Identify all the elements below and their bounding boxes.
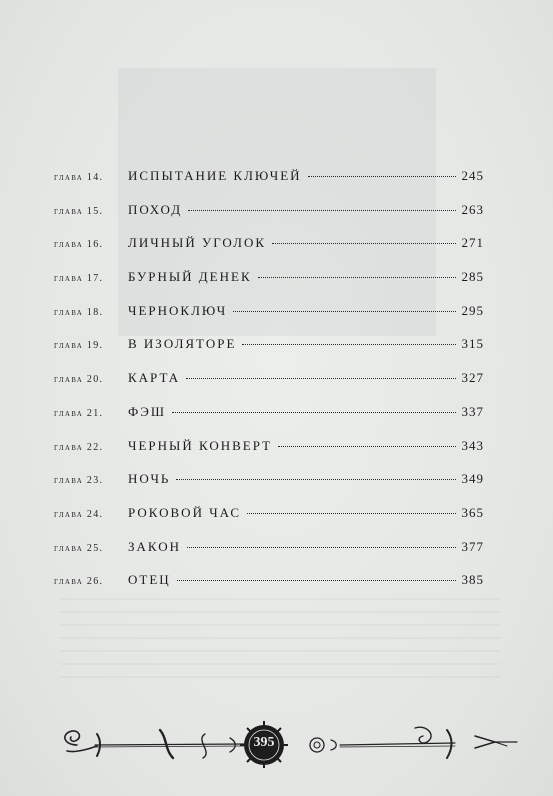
dot-leader xyxy=(272,242,455,244)
chapter-number: глава 20. xyxy=(54,374,104,386)
page-number: 395 xyxy=(253,735,275,750)
toc-entry xyxy=(54,235,484,269)
key-ornament-icon xyxy=(55,718,520,768)
bleed-through-text xyxy=(60,598,500,678)
toc-entry xyxy=(54,572,484,606)
chapter-number: глава 22. xyxy=(54,441,104,453)
dot-leader xyxy=(247,512,455,514)
chapter-title: ЧЕРНЫЙ КОНВЕРТ xyxy=(128,437,273,453)
dot-leader xyxy=(258,276,456,278)
dot-leader xyxy=(177,579,456,581)
toc-entry xyxy=(54,438,484,472)
chapter-title: КАРТА xyxy=(128,370,181,386)
chapter-title: НОЧЬ xyxy=(128,471,171,487)
dot-leader xyxy=(278,445,455,447)
toc-entry xyxy=(54,471,484,505)
chapter-number: глава 17. xyxy=(54,273,104,285)
chapter-page-number: 295 xyxy=(461,302,484,318)
dot-leader xyxy=(176,478,455,480)
dot-leader xyxy=(242,343,455,345)
table-of-contents xyxy=(54,168,484,606)
dot-leader xyxy=(186,377,455,379)
chapter-number: глава 16. xyxy=(54,239,104,251)
chapter-number: глава 21. xyxy=(54,407,104,419)
dot-leader xyxy=(188,209,455,211)
chapter-title: ЗАКОН xyxy=(128,538,182,554)
chapter-page-number: 377 xyxy=(461,538,484,554)
dot-leader xyxy=(233,310,455,312)
chapter-number: глава 15. xyxy=(54,205,104,217)
chapter-page-number: 263 xyxy=(461,201,484,217)
chapter-page-number: 315 xyxy=(461,336,484,352)
chapter-title: ФЭШ xyxy=(128,403,166,419)
chapter-number: глава 14. xyxy=(54,172,104,183)
chapter-page-number: 343 xyxy=(461,437,484,453)
dot-leader xyxy=(187,546,455,548)
chapter-number: глава 24. xyxy=(54,508,104,520)
chapter-page-number: 385 xyxy=(461,572,484,588)
toc-entry xyxy=(54,202,484,236)
chapter-number: глава 25. xyxy=(54,542,104,554)
toc-entry xyxy=(54,303,484,337)
chapter-title: ОТЕЦ xyxy=(128,572,171,588)
chapter-number: глава 23. xyxy=(54,475,104,487)
toc-entry xyxy=(54,505,484,539)
chapter-title: ЛИЧНЫЙ УГОЛОК xyxy=(128,235,267,251)
toc-entry xyxy=(54,336,484,370)
chapter-number: глава 18. xyxy=(54,306,104,318)
chapter-title: ПОХОД xyxy=(128,201,183,217)
chapter-number: глава 19. xyxy=(54,340,104,352)
dot-leader xyxy=(172,411,456,413)
chapter-page-number: 245 xyxy=(461,168,484,183)
chapter-page-number: 365 xyxy=(461,504,484,520)
chapter-title: ЧЕРНОКЛЮЧ xyxy=(128,302,228,318)
chapter-title: БУРНЫЙ ДЕНЕК xyxy=(128,269,252,285)
toc-entry xyxy=(54,168,484,202)
toc-entry xyxy=(54,539,484,573)
chapter-page-number: 349 xyxy=(461,471,484,487)
chapter-number: глава 26. xyxy=(54,576,104,588)
chapter-page-number: 337 xyxy=(461,403,484,419)
toc-entry xyxy=(54,269,484,303)
chapter-page-number: 327 xyxy=(461,370,484,386)
toc-entry xyxy=(54,370,484,404)
chapter-title: В ИЗОЛЯТОРЕ xyxy=(128,336,237,352)
chapter-title: ИСПЫТАНИЕ КЛЮЧЕЙ xyxy=(128,168,302,183)
dot-leader xyxy=(308,175,456,177)
toc-entry xyxy=(54,404,484,438)
chapter-page-number: 285 xyxy=(461,269,484,285)
chapter-page-number: 271 xyxy=(461,235,484,251)
chapter-title: РОКОВОЙ ЧАС xyxy=(128,504,242,520)
